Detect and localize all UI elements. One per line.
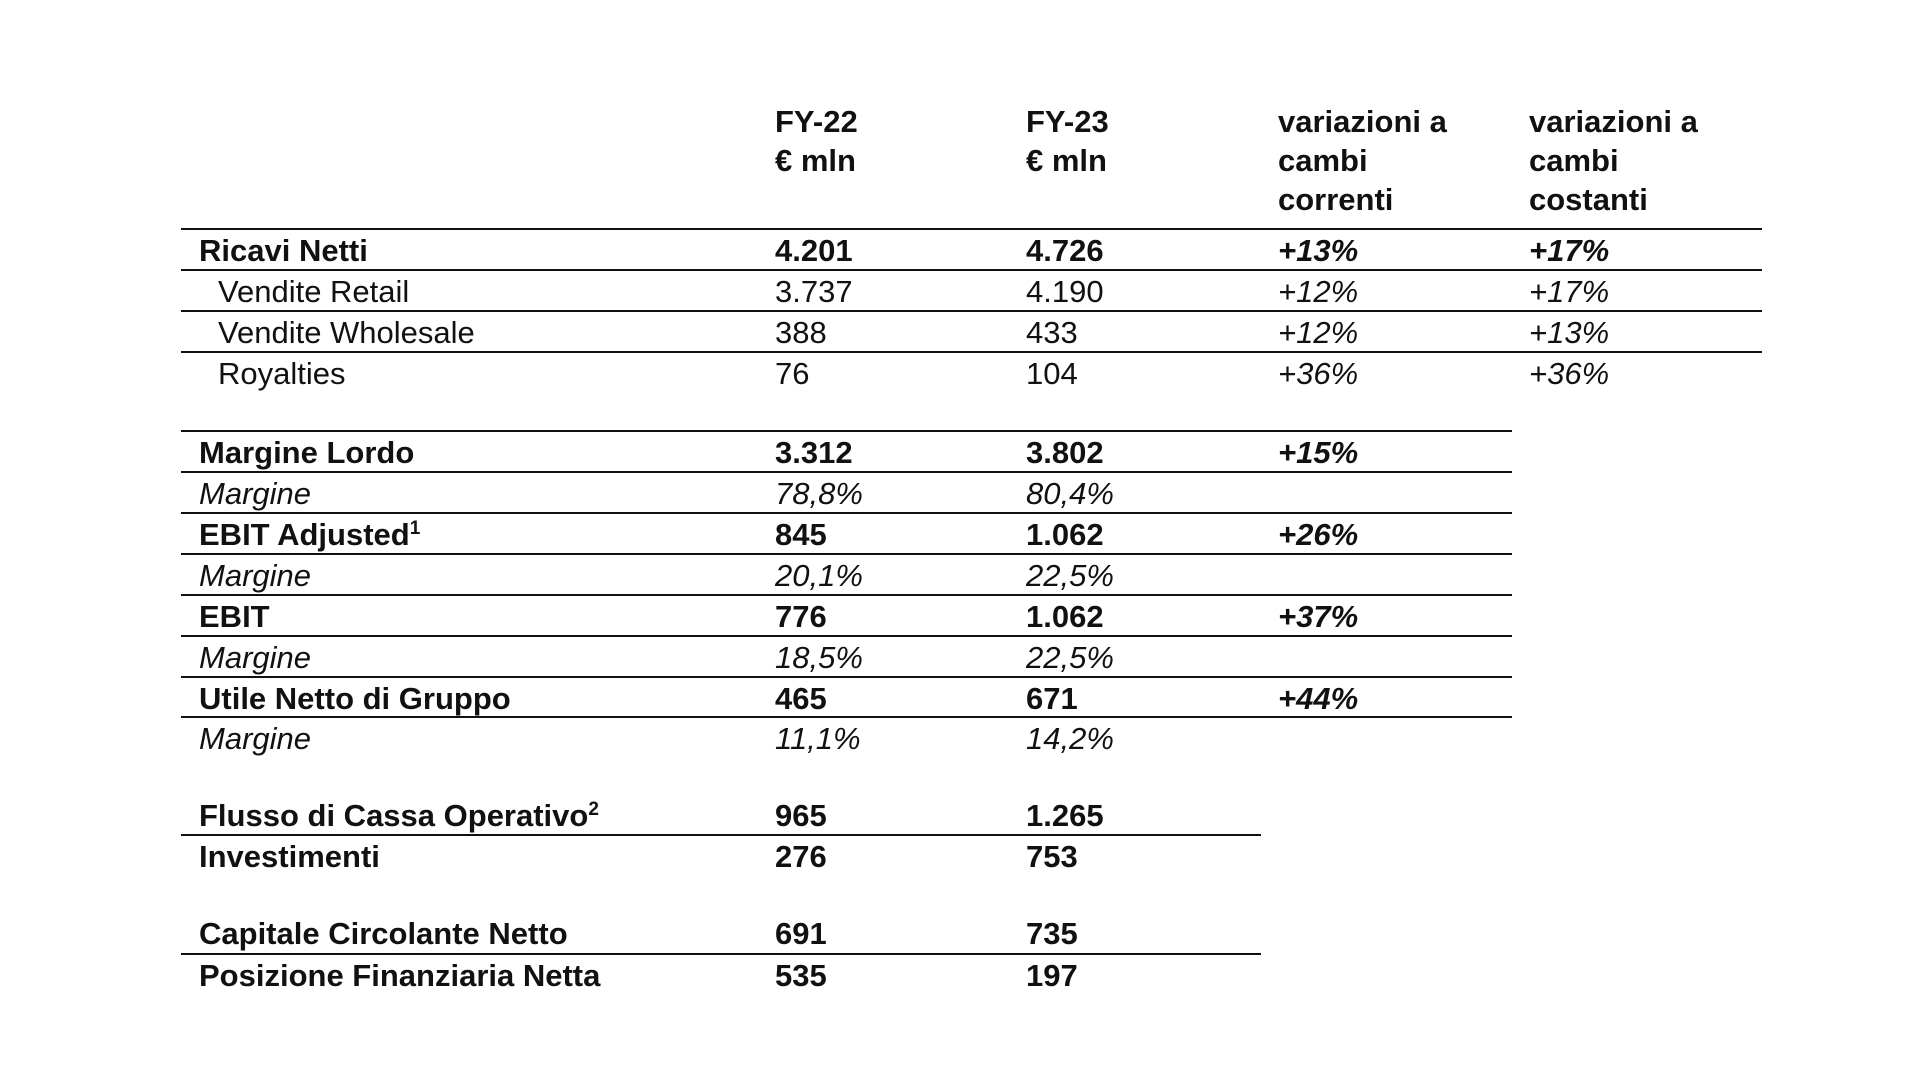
header-fy22: FY-22 € mln — [775, 104, 858, 178]
row-label: Margine — [199, 558, 311, 593]
row-label: Ricavi Netti — [199, 233, 368, 268]
value-fy23: 22,5% — [1026, 558, 1114, 593]
value-fy23: 1.062 — [1026, 517, 1104, 552]
table-row — [0, 914, 1920, 954]
var-costanti: +17% — [1529, 274, 1610, 309]
row-label: Capitale Circolante Netto — [199, 916, 568, 951]
table-row — [0, 796, 1920, 836]
header-fy23: FY-23 € mln — [1026, 104, 1109, 178]
row-label: Vendite Wholesale — [218, 315, 475, 350]
value-fy22: 845 — [775, 517, 827, 552]
row-label: EBIT Adjusted — [199, 517, 410, 552]
row-label: Flusso di Cassa Operativo — [199, 798, 589, 833]
value-fy23: 80,4% — [1026, 476, 1114, 511]
table-row — [0, 679, 1920, 719]
value-fy22: 691 — [775, 916, 827, 951]
value-fy22: 11,1% — [775, 721, 861, 756]
row-label: Utile Netto di Gruppo — [199, 681, 511, 716]
value-fy23: 14,2% — [1026, 721, 1114, 756]
row-label: Investimenti — [199, 839, 380, 874]
value-fy22: 20,1% — [775, 558, 863, 593]
value-fy22: 3.312 — [775, 435, 853, 470]
table-row — [0, 597, 1920, 637]
var-correnti: +26% — [1278, 517, 1359, 552]
table-row — [0, 433, 1920, 473]
table-row — [0, 956, 1920, 996]
table-row — [0, 719, 1920, 759]
row-label: Margine — [199, 476, 311, 511]
value-fy23: 104 — [1026, 356, 1078, 391]
var-correnti: +15% — [1278, 435, 1359, 470]
footnote-marker: 1 — [409, 518, 421, 539]
table-rule — [181, 228, 1762, 230]
value-fy22: 388 — [775, 315, 827, 350]
row-label: Vendite Retail — [218, 274, 410, 309]
value-fy22: 965 — [775, 798, 827, 833]
var-costanti: +36% — [1529, 356, 1610, 391]
row-label: Posizione Finanziaria Netta — [199, 958, 601, 993]
table-row — [0, 556, 1920, 596]
header-variazioni-costanti: variazioni a cambi costanti — [1529, 104, 1698, 217]
value-fy23: 4.190 — [1026, 274, 1104, 309]
row-label: Royalties — [218, 356, 346, 391]
var-correnti: +44% — [1278, 681, 1359, 716]
value-fy23: 671 — [1026, 681, 1078, 716]
table-row — [0, 231, 1920, 271]
value-fy23: 1.062 — [1026, 599, 1104, 634]
var-correnti: +13% — [1278, 233, 1359, 268]
row-label: Margine Lordo — [199, 435, 415, 470]
value-fy23: 22,5% — [1026, 640, 1114, 675]
value-fy23: 433 — [1026, 315, 1078, 350]
value-fy22: 465 — [775, 681, 827, 716]
table-rule — [181, 430, 1512, 432]
row-label: Margine — [199, 640, 311, 675]
value-fy23: 197 — [1026, 958, 1078, 993]
table-row — [0, 313, 1920, 353]
table-row — [0, 638, 1920, 678]
value-fy22: 3.737 — [775, 274, 853, 309]
value-fy22: 776 — [775, 599, 827, 634]
value-fy22: 276 — [775, 839, 827, 874]
value-fy22: 535 — [775, 958, 827, 993]
value-fy22: 4.201 — [775, 233, 853, 268]
var-costanti: +13% — [1529, 315, 1610, 350]
var-costanti: +17% — [1529, 233, 1610, 268]
value-fy23: 4.726 — [1026, 233, 1104, 268]
value-fy22: 78,8% — [775, 476, 863, 511]
value-fy23: 735 — [1026, 916, 1078, 951]
value-fy23: 753 — [1026, 839, 1078, 874]
header-variazioni-correnti: variazioni a cambi correnti — [1278, 104, 1447, 217]
var-correnti: +12% — [1278, 315, 1359, 350]
var-correnti: +12% — [1278, 274, 1359, 309]
row-label-wrap — [199, 796, 599, 836]
var-correnti: +36% — [1278, 356, 1359, 391]
table-row — [0, 272, 1920, 312]
table-row — [0, 515, 1920, 555]
table-row — [0, 474, 1920, 514]
row-label-wrap — [199, 515, 420, 555]
table-row — [0, 354, 1920, 394]
var-correnti: +37% — [1278, 599, 1359, 634]
value-fy22: 18,5% — [775, 640, 863, 675]
value-fy23: 1.265 — [1026, 798, 1104, 833]
footnote-marker: 2 — [588, 799, 599, 820]
table-row — [0, 837, 1920, 877]
value-fy23: 3.802 — [1026, 435, 1104, 470]
row-label: EBIT — [199, 599, 270, 634]
row-label: Margine — [199, 721, 311, 756]
value-fy22: 76 — [775, 356, 810, 391]
